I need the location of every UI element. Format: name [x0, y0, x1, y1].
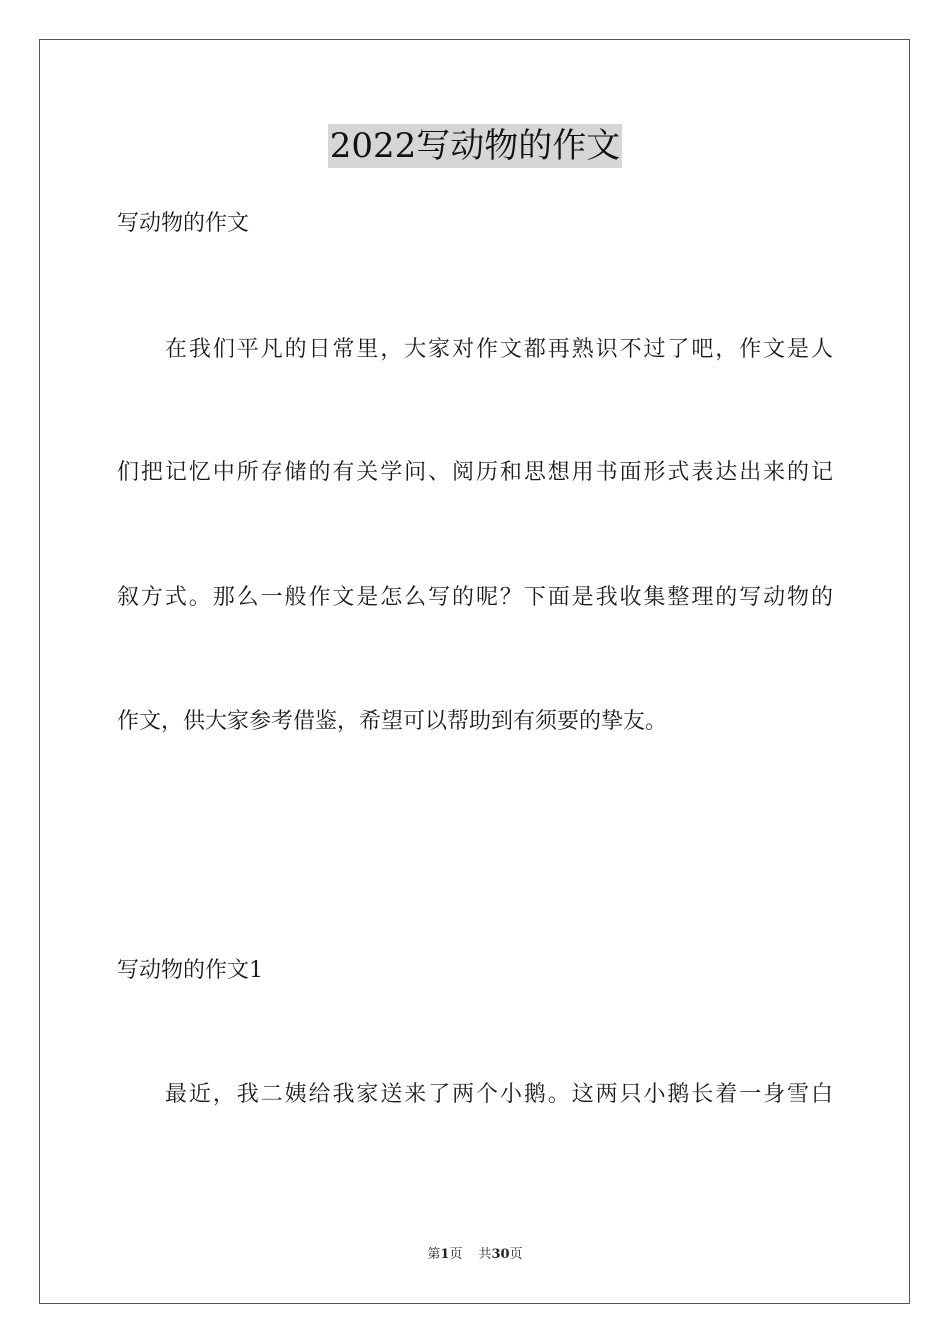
- intro-line-3: 叙方式。那么一般作文是怎么写的呢？下面是我收集整理的写动物的: [117, 585, 833, 610]
- footer-total-unit: 页: [509, 1247, 523, 1262]
- footer-page-total: 30: [491, 1247, 510, 1262]
- footer-page-prefix: 第: [427, 1247, 441, 1262]
- document-title: 2022写动物的作文: [329, 126, 621, 166]
- footer-page-current: 1: [440, 1247, 450, 1262]
- section-heading: 写动物的作文1: [117, 958, 263, 983]
- page-footer: [0, 1246, 950, 1264]
- title-container: [0, 124, 950, 168]
- intro-line-1: 在我们平凡的日常里，大家对作文都再熟识不过了吧，作文是人: [165, 337, 833, 362]
- intro-line-4: 作文，供大家参考借鉴，希望可以帮助到有须要的挚友。: [117, 709, 668, 734]
- footer-page-unit: 页: [449, 1247, 463, 1262]
- intro-line-2: 们把记忆中所存储的有关学问、阅历和思想用书面形式表达出来的记: [117, 460, 833, 485]
- section-line-1: 最近，我二姨给我家送来了两个小鹅。这两只小鹅长着一身雪白: [165, 1082, 833, 1107]
- document-subtitle: 写动物的作文: [117, 211, 250, 236]
- footer-total-prefix: 共: [478, 1247, 492, 1262]
